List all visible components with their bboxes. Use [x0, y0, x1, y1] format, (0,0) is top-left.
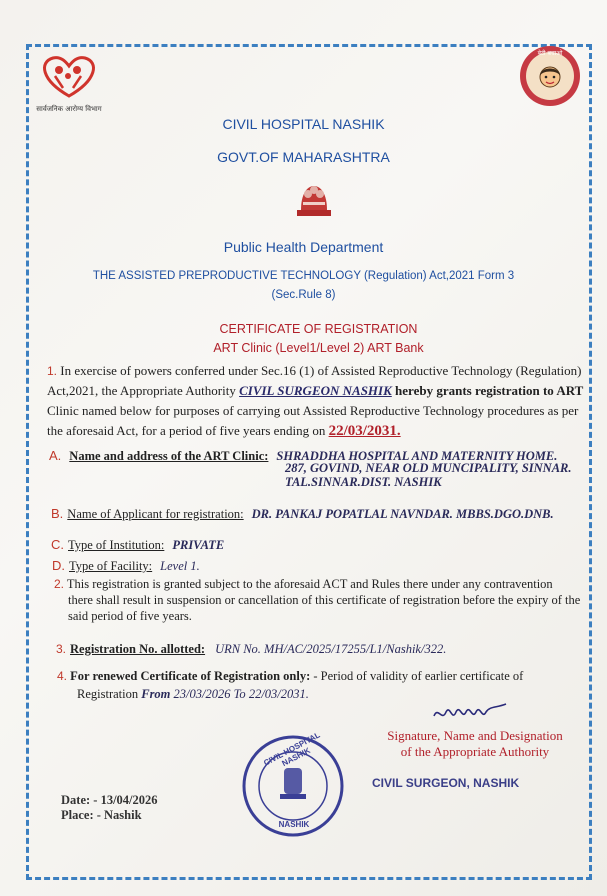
logo-left-caption: सार्वजनिक आरोग्य विभाग	[36, 105, 102, 113]
field-d-facility: D. Type of Facility: Level 1.	[52, 558, 200, 573]
registration-number: URN No. MH/AC/2025/17255/L1/Nashik/322.	[215, 642, 447, 656]
seal-text-bottom: NASHIK	[278, 820, 310, 829]
end-date: 22/03/2031.	[328, 423, 401, 439]
girl-face-icon	[534, 62, 566, 94]
beti-bachao-logo	[520, 46, 580, 106]
paragraph-4: 4. For renewed Certificate of Registration only: - Period of validity of earlier certificate of Registration From 23/03/2026 To 22/03/2031.	[57, 669, 524, 701]
issue-date: Date: - 13/04/2026	[61, 793, 158, 807]
hospital-name: CIVIL HOSPITAL NASHIK	[222, 116, 385, 132]
certificate-title: CERTIFICATE OF REGISTRATION	[219, 322, 418, 336]
official-seal	[238, 730, 348, 838]
paragraph-1: 1. In exercise of powers conferred under Sec.16 (1) of Assisted Reproductive Technology (Regulation) Act,2021, the Appropriate Authority CIVIL SURGEON NASHIK hereby grants registration to ART Clinic named below for purposes of carrying out Assisted Reproductive Technology procedures as per the aforesaid Act, for a period of five years ending on 22/03/2031.	[47, 363, 584, 439]
clinic-name: SHRADDHA HOSPITAL AND MATERNITY HOME.	[276, 449, 558, 463]
applicant-name: DR. PANKAJ POPATLAL NAVNDAR. MBBS.DGO.DNB.	[251, 507, 554, 521]
field-b-applicant: B. Name of Applicant for registration: DR. PANKAJ POPATLAL NAVNDAR. MBBS.DGO.DNB.	[51, 506, 554, 521]
para1-number: 1.	[47, 364, 58, 378]
state-emblem	[291, 180, 337, 220]
public-health-logo	[33, 52, 105, 114]
field-a-clinic: A. Name and address of the ART Clinic: SHRADDHA HOSPITAL AND MATERNITY HOME.	[49, 448, 558, 463]
issue-place: Place: - Nashik	[61, 808, 142, 822]
signature-scribble	[430, 700, 510, 726]
appropriate-authority: CIVIL SURGEON NASHIK	[239, 383, 392, 398]
act-rule: (Sec.Rule 8)	[271, 289, 336, 301]
field-c-institution: C. Type of Institution: PRIVATE	[51, 537, 225, 552]
clinic-address-line1: 287, GOVIND, NEAR OLD MUNCIPALITY, SINNAR.	[285, 461, 572, 475]
logo-right-caption: बेटी बचाओ	[537, 50, 563, 57]
ashoka-emblem-icon	[291, 180, 337, 220]
clinic-address-line2: TAL.SINNAR.DIST. NASHIK	[285, 475, 442, 489]
authority-stamp-name: CIVIL SURGEON, NASHIK	[372, 776, 520, 790]
to-date: 22/03/2031.	[248, 687, 309, 701]
department-name: Public Health Department	[223, 239, 384, 255]
paragraph-2: 2. This registration is granted subject to the aforesaid ACT and Rules there under any contravention there shall result in suspension or cancellation of this certificate of registration before the expiry of the said period of five years.	[54, 577, 581, 623]
from-date: 23/03/2026	[173, 687, 231, 701]
act-title: THE ASSISTED PREPRODUCTIVE TECHNOLOGY (Regulation) Act,2021 Form 3	[92, 270, 515, 282]
family-heart-icon	[33, 52, 105, 100]
paragraph-3: 3. Registration No. allotted: URN No. MH/AC/2025/17255/L1/Nashik/322.	[56, 642, 447, 656]
govt-name: GOVT.OF MAHARASHTRA	[217, 149, 390, 165]
facility-type: Level 1.	[160, 559, 200, 573]
seal-text-top: CIVIL HOSPITAL NASHIK	[262, 730, 322, 769]
certificate-subtitle: ART Clinic (Level1/Level 2) ART Bank	[213, 341, 424, 355]
signature-label: Signature, Name and Designation of the Appropriate Authority	[387, 728, 563, 759]
institution-type: PRIVATE	[172, 538, 225, 552]
